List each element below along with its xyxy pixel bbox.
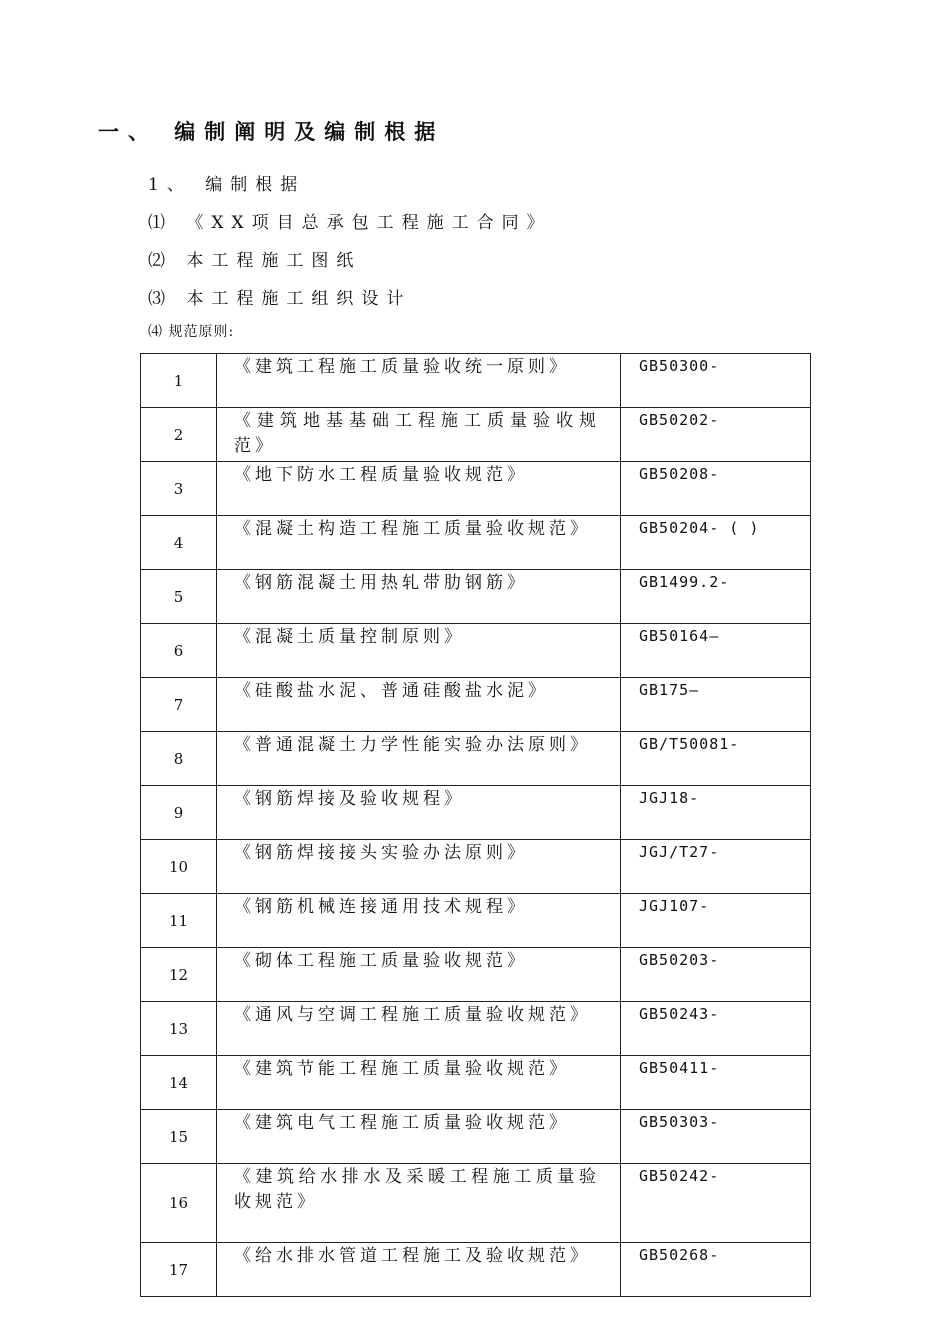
- table-row: [141, 570, 811, 624]
- standard-code: JGJ/T27-: [621, 840, 811, 894]
- standard-name: 《地下防水工程质量验收规范》: [217, 462, 621, 516]
- list-item: ⑴ 《XX项目总承包工程施工合同》: [148, 213, 552, 233]
- row-number: 3: [141, 462, 217, 516]
- standard-name: 《钢筋混凝土用热轧带肋钢筋》: [217, 570, 621, 624]
- table-row: [141, 786, 811, 840]
- row-number: 12: [141, 948, 217, 1002]
- standard-code: GB50164—: [621, 624, 811, 678]
- row-number: 9: [141, 786, 217, 840]
- row-number: 2: [141, 408, 217, 462]
- row-number: 1: [141, 354, 217, 408]
- section-heading: 1、 编制根据: [148, 175, 306, 195]
- standard-code: GB50303-: [621, 1110, 811, 1164]
- row-number: 5: [141, 570, 217, 624]
- table-row: [141, 462, 811, 516]
- standard-code: GB50242-: [621, 1164, 811, 1243]
- list-item: ⑵ 本工程施工图纸: [148, 251, 362, 271]
- standard-code: GB50202-: [621, 408, 811, 462]
- row-number: 17: [141, 1243, 217, 1297]
- list-item: ⑶ 本工程施工组织设计: [148, 289, 412, 309]
- standard-name: 《建筑节能工程施工质量验收规范》: [217, 1056, 621, 1110]
- row-number: 8: [141, 732, 217, 786]
- table-row: [141, 678, 811, 732]
- standard-code: JGJ107-: [621, 894, 811, 948]
- standard-name: 《普通混凝土力学性能实验办法原则》: [217, 732, 621, 786]
- standard-name: 《建筑地基基础工程施工质量验收规范》: [217, 408, 621, 462]
- table-row: [141, 1002, 811, 1056]
- standard-name: 《钢筋焊接及验收规程》: [217, 786, 621, 840]
- table-row: [141, 1110, 811, 1164]
- table-row: [141, 1243, 811, 1297]
- standard-code: GB50300-: [621, 354, 811, 408]
- standard-name: 《砌体工程施工质量验收规范》: [217, 948, 621, 1002]
- standard-code: GB/T50081-: [621, 732, 811, 786]
- row-number: 14: [141, 1056, 217, 1110]
- row-number: 7: [141, 678, 217, 732]
- row-number: 10: [141, 840, 217, 894]
- row-number: 4: [141, 516, 217, 570]
- table-row: [141, 354, 811, 408]
- standard-code: GB50243-: [621, 1002, 811, 1056]
- standard-name: 《建筑电气工程施工质量验收规范》: [217, 1110, 621, 1164]
- standard-name: 《通风与空调工程施工质量验收规范》: [217, 1002, 621, 1056]
- standard-name: 《建筑给水排水及采暖工程施工质量验收规范》: [217, 1164, 621, 1243]
- standard-name: 《给水排水管道工程施工及验收规范》: [217, 1243, 621, 1297]
- standard-code: GB175—: [621, 678, 811, 732]
- standard-code: GB50203-: [621, 948, 811, 1002]
- standard-name: 《混凝土构造工程施工质量验收规范》: [217, 516, 621, 570]
- row-number: 11: [141, 894, 217, 948]
- list-item: ⑷ 规范原则:: [148, 324, 235, 340]
- standard-code: GB50204- ( ): [621, 516, 811, 570]
- table-row: [141, 1056, 811, 1110]
- page-title: 一、 编制阐明及编制根据: [98, 120, 445, 144]
- table-row: [141, 624, 811, 678]
- table-row: [141, 408, 811, 462]
- standard-name: 《钢筋焊接接头实验办法原则》: [217, 840, 621, 894]
- row-number: 16: [141, 1164, 217, 1243]
- table-row: [141, 948, 811, 1002]
- table-row: [141, 732, 811, 786]
- standard-code: JGJ18-: [621, 786, 811, 840]
- standard-code: GB50411-: [621, 1056, 811, 1110]
- standard-name: 《钢筋机械连接通用技术规程》: [217, 894, 621, 948]
- standard-name: 《混凝土质量控制原则》: [217, 624, 621, 678]
- table-row: [141, 516, 811, 570]
- standard-code: GB50208-: [621, 462, 811, 516]
- table-row: [141, 1164, 811, 1243]
- standard-code: GB1499.2-: [621, 570, 811, 624]
- table-row: [141, 894, 811, 948]
- row-number: 6: [141, 624, 217, 678]
- standards-table: [140, 353, 811, 1297]
- row-number: 13: [141, 1002, 217, 1056]
- table-row: [141, 840, 811, 894]
- standard-name: 《建筑工程施工质量验收统一原则》: [217, 354, 621, 408]
- standard-code: GB50268-: [621, 1243, 811, 1297]
- row-number: 15: [141, 1110, 217, 1164]
- standard-name: 《硅酸盐水泥、普通硅酸盐水泥》: [217, 678, 621, 732]
